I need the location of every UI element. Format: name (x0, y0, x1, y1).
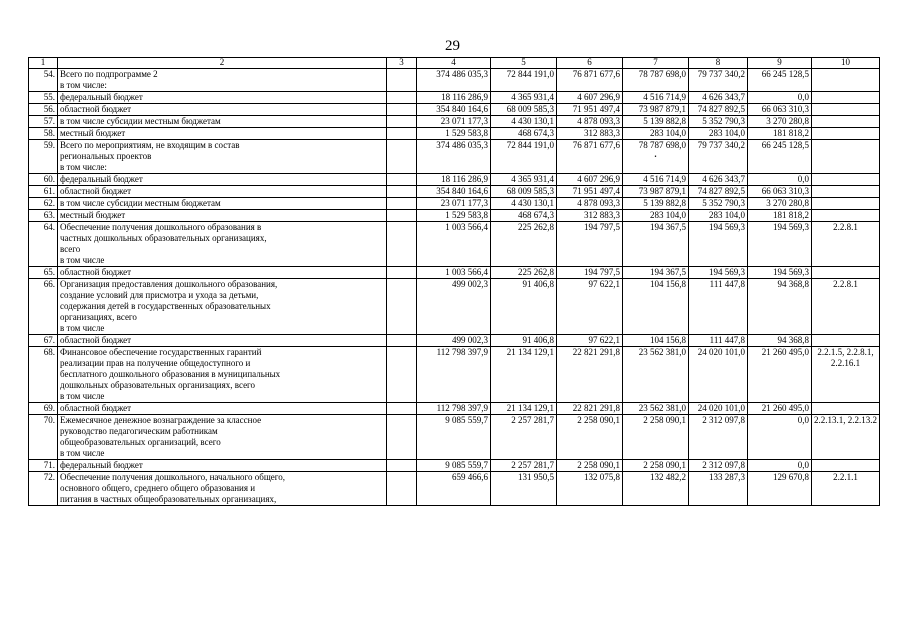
row-value: 112 798 397,9 (417, 403, 491, 415)
row-value: 132 482,2 (623, 472, 689, 506)
row-number: 69. (29, 403, 58, 415)
row-col-3 (387, 186, 417, 198)
row-value: 225 262,8 (491, 267, 557, 279)
row-col-3 (387, 403, 417, 415)
row-name-line: бесплатного дошкольного образования в муниципальных (60, 369, 281, 379)
row-value: 194 569,3 (748, 222, 812, 267)
row-value: 79 737 340,2 (689, 140, 748, 174)
column-number-7: 7 (623, 58, 689, 69)
row-name (58, 198, 387, 210)
row-name-line: областной бюджет (60, 403, 132, 413)
row-value: 5 352 790,3 (689, 198, 748, 210)
row-value: 354 840 164,6 (417, 186, 491, 198)
row-value: 4 626 343,7 (689, 92, 748, 104)
row-value: 499 002,3 (417, 335, 491, 347)
row-value: 66 245 128,5 (748, 69, 812, 92)
row-value: 91 406,8 (491, 335, 557, 347)
row-value: 23 562 381,0 (623, 403, 689, 415)
table-row (29, 186, 880, 198)
page-number: 29 (445, 38, 460, 54)
row-name (58, 403, 387, 415)
row-reference (812, 92, 880, 104)
row-value: 0,0 (748, 174, 812, 186)
row-value: 1 003 566,4 (417, 222, 491, 267)
row-name-line: областной бюджет (60, 267, 132, 277)
row-name-line: местный бюджет (60, 128, 126, 138)
column-number-6: 6 (557, 58, 623, 69)
row-reference (812, 104, 880, 116)
row-number: 71. (29, 460, 58, 472)
row-value: 112 798 397,9 (417, 347, 491, 403)
column-number-5: 5 (491, 58, 557, 69)
row-value: 94 368,8 (748, 279, 812, 335)
row-value: 9 085 559,7 (417, 460, 491, 472)
row-value: 283 104,0 (689, 210, 748, 222)
row-number: 63. (29, 210, 58, 222)
row-name-line: областной бюджет (60, 335, 132, 345)
row-value: 3 270 280,8 (748, 198, 812, 210)
row-reference (812, 460, 880, 472)
row-col-3 (387, 472, 417, 506)
row-col-3 (387, 198, 417, 210)
row-value: 24 020 101,0 (689, 347, 748, 403)
row-name-line: создание условий для присмотра и ухода за детьми, (60, 290, 259, 300)
row-value: 22 821 291,8 (557, 403, 623, 415)
table-row (29, 279, 880, 335)
row-reference (812, 335, 880, 347)
row-reference (812, 403, 880, 415)
row-name-line: местный бюджет (60, 210, 126, 220)
row-number: 57. (29, 116, 58, 128)
budget-table (28, 57, 880, 506)
row-value: 4 430 130,1 (491, 116, 557, 128)
row-value: 1 529 583,8 (417, 128, 491, 140)
table-row (29, 116, 880, 128)
row-value: 181 818,2 (748, 128, 812, 140)
column-number-8: 8 (689, 58, 748, 69)
row-value: 4 365 931,4 (491, 174, 557, 186)
column-number-9: 9 (748, 58, 812, 69)
row-value: 21 134 129,1 (491, 347, 557, 403)
column-number-row (29, 58, 880, 69)
row-name-line: питания в частных общеобразовательных организациях, (60, 494, 277, 504)
row-name (58, 174, 387, 186)
row-value: 79 737 340,2 (689, 69, 748, 92)
row-value: 66 063 310,3 (748, 104, 812, 116)
row-name (58, 279, 387, 335)
table-row (29, 335, 880, 347)
row-value: 2 258 090,1 (623, 460, 689, 472)
row-name-line: Ежемесячное денежное вознаграждение за классное (60, 415, 262, 425)
row-col-3 (387, 174, 417, 186)
row-value: 354 840 164,6 (417, 104, 491, 116)
row-value: 73 987 879,1 (623, 104, 689, 116)
row-value: 4 516 714,9 (623, 92, 689, 104)
row-value: 312 883,3 (557, 128, 623, 140)
table-row (29, 460, 880, 472)
row-name (58, 335, 387, 347)
row-value: 71 951 497,4 (557, 186, 623, 198)
row-col-3 (387, 279, 417, 335)
row-name-line: Обеспечение получения дошкольного образования в (60, 222, 262, 232)
row-number: 58. (29, 128, 58, 140)
row-number: 66. (29, 279, 58, 335)
row-value: 111 447,8 (689, 279, 748, 335)
row-col-3 (387, 415, 417, 460)
row-name (58, 347, 387, 403)
row-col-3 (387, 267, 417, 279)
row-name-line: реализации прав на получение общедоступного и (60, 358, 251, 368)
row-value: 1 529 583,8 (417, 210, 491, 222)
row-value: 374 486 035,3 (417, 140, 491, 174)
row-value: 659 466,6 (417, 472, 491, 506)
row-value: 499 002,3 (417, 279, 491, 335)
row-value: 2 312 097,8 (689, 415, 748, 460)
row-value: 4 626 343,7 (689, 174, 748, 186)
row-number: 61. (29, 186, 58, 198)
row-name-line: в том числе (60, 323, 105, 333)
row-reference-line: 2.2.13.1, 2.2.13.2 (814, 415, 877, 425)
row-value: 194 797,5 (557, 222, 623, 267)
row-col-3 (387, 140, 417, 174)
row-value: 2 257 281,7 (491, 415, 557, 460)
row-value: 194 797,5 (557, 267, 623, 279)
row-number: 55. (29, 92, 58, 104)
row-name (58, 69, 387, 92)
row-col-3 (387, 116, 417, 128)
row-value: 4 365 931,4 (491, 92, 557, 104)
table-body (29, 69, 880, 506)
row-col-3 (387, 104, 417, 116)
row-value: 66 063 310,3 (748, 186, 812, 198)
row-value: 4 607 296,9 (557, 174, 623, 186)
row-value: 18 116 286,9 (417, 174, 491, 186)
row-number: 62. (29, 198, 58, 210)
row-name-line: в том числе (60, 448, 105, 458)
row-reference-line: 2.2.16.1 (830, 358, 861, 368)
row-value: 23 071 177,3 (417, 116, 491, 128)
row-name (58, 186, 387, 198)
row-value: 133 287,3 (689, 472, 748, 506)
column-number-10: 10 (812, 58, 880, 69)
column-number-3: 3 (387, 58, 417, 69)
table-row (29, 128, 880, 140)
row-value: 194 569,3 (689, 222, 748, 267)
row-value: 374 486 035,3 (417, 69, 491, 92)
row-name-line: областной бюджет (60, 104, 132, 114)
column-number-2: 2 (58, 58, 387, 69)
row-reference (812, 222, 880, 267)
row-value: 104 156,8 (623, 335, 689, 347)
row-value: 132 075,8 (557, 472, 623, 506)
table-row (29, 222, 880, 267)
row-name-line: организациях, всего (60, 312, 137, 322)
row-reference (812, 116, 880, 128)
row-name (58, 222, 387, 267)
row-name-line: основного общего, среднего общего образования и (60, 483, 256, 493)
table-row (29, 472, 880, 506)
row-number: 59. (29, 140, 58, 174)
row-reference (812, 140, 880, 174)
row-number: 56. (29, 104, 58, 116)
row-name (58, 210, 387, 222)
row-reference-line: 2.2.8.1 (833, 279, 858, 289)
row-col-3 (387, 128, 417, 140)
row-value: 0,0 (748, 92, 812, 104)
row-name-line: всего (60, 244, 81, 254)
row-value: 194 367,5 (623, 222, 689, 267)
row-value: 66 245 128,5 (748, 140, 812, 174)
row-value: 3 270 280,8 (748, 116, 812, 128)
row-value: 97 622,1 (557, 335, 623, 347)
row-reference (812, 198, 880, 210)
row-value: 194 569,3 (689, 267, 748, 279)
row-value: 468 674,3 (491, 210, 557, 222)
row-value: 131 950,5 (491, 472, 557, 506)
row-name (58, 460, 387, 472)
row-name-line: в том числе субсидии местным бюджетам (60, 116, 221, 126)
row-name (58, 472, 387, 506)
row-value: 194 569,3 (748, 267, 812, 279)
row-number: 67. (29, 335, 58, 347)
row-col-3 (387, 69, 417, 92)
row-value: 4 878 093,3 (557, 116, 623, 128)
row-name-line: Обеспечение получения дошкольного, начального общего, (60, 472, 285, 482)
row-value: 68 009 585,3 (491, 186, 557, 198)
row-value: 71 951 497,4 (557, 104, 623, 116)
table-row (29, 347, 880, 403)
row-value: 74 827 892,5 (689, 104, 748, 116)
row-name (58, 140, 387, 174)
row-name-line: дошкольных образовательных организациях, всего (60, 380, 256, 390)
row-value: 283 104,0 (623, 128, 689, 140)
row-name-line: в том числе субсидии местным бюджетам (60, 198, 221, 208)
row-reference (812, 347, 880, 403)
table-row (29, 92, 880, 104)
row-value: 1 003 566,4 (417, 267, 491, 279)
row-value: 91 406,8 (491, 279, 557, 335)
row-number: 68. (29, 347, 58, 403)
row-name-line: в том числе: (60, 162, 107, 172)
row-name (58, 92, 387, 104)
row-value: 2 258 090,1 (557, 415, 623, 460)
row-number: 72. (29, 472, 58, 506)
table-row (29, 174, 880, 186)
row-name-line: руководство педагогическим работникам (60, 426, 218, 436)
row-value: 283 104,0 (689, 128, 748, 140)
row-value: 78 787 698,0 . (623, 140, 689, 174)
row-name-line: частных дошкольных образовательных организациях, (60, 233, 267, 243)
row-name-line: в том числе (60, 255, 105, 265)
row-value: 312 883,3 (557, 210, 623, 222)
row-value: 76 871 677,6 (557, 69, 623, 92)
row-name-line: Всего по мероприятиям, не входящим в состав (60, 140, 240, 150)
row-name-line: Финансовое обеспечение государственных гарантий (60, 347, 262, 357)
row-value: 2 257 281,7 (491, 460, 557, 472)
row-value: 72 844 191,0 (491, 140, 557, 174)
row-reference (812, 210, 880, 222)
table-row (29, 267, 880, 279)
row-value: 2 258 090,1 (623, 415, 689, 460)
row-name-line: региональных проектов (60, 151, 152, 161)
row-value: 18 116 286,9 (417, 92, 491, 104)
row-value: 111 447,8 (689, 335, 748, 347)
row-value: 9 085 559,7 (417, 415, 491, 460)
row-value: 5 139 882,8 (623, 198, 689, 210)
table-row (29, 140, 880, 174)
row-value: 97 622,1 (557, 279, 623, 335)
row-name-line: общеобразовательных организаций, всего (60, 437, 221, 447)
row-reference (812, 279, 880, 335)
row-name-line: в том числе (60, 391, 105, 401)
row-value: 22 821 291,8 (557, 347, 623, 403)
row-col-3 (387, 460, 417, 472)
row-value: 4 430 130,1 (491, 198, 557, 210)
table-row (29, 104, 880, 116)
row-name-line: федеральный бюджет (60, 460, 143, 470)
row-reference-line: 2.2.1.5, 2.2.8.1, (817, 347, 874, 357)
row-col-3 (387, 335, 417, 347)
row-value: 468 674,3 (491, 128, 557, 140)
row-value: 21 260 495,0 (748, 347, 812, 403)
row-value: 4 516 714,9 (623, 174, 689, 186)
row-name-line: федеральный бюджет (60, 174, 143, 184)
row-value: 181 818,2 (748, 210, 812, 222)
row-number: 60. (29, 174, 58, 186)
row-value: 21 134 129,1 (491, 403, 557, 415)
row-name (58, 104, 387, 116)
row-reference-line: 2.2.8.1 (833, 222, 858, 232)
row-value: 2 258 090,1 (557, 460, 623, 472)
row-value: 283 104,0 (623, 210, 689, 222)
row-reference (812, 69, 880, 92)
table-row (29, 210, 880, 222)
row-value: 21 260 495,0 (748, 403, 812, 415)
row-name-line: Организация предоставления дошкольного образования, (60, 279, 278, 289)
row-value: 94 368,8 (748, 335, 812, 347)
column-number-1: 1 (29, 58, 58, 69)
row-value: 76 871 677,6 (557, 140, 623, 174)
row-value: 23 071 177,3 (417, 198, 491, 210)
row-name-line: областной бюджет (60, 186, 132, 196)
row-value: 74 827 892,5 (689, 186, 748, 198)
row-name-line: содержания детей в государственных образовательных (60, 301, 271, 311)
row-value: 194 367,5 (623, 267, 689, 279)
row-reference (812, 415, 880, 460)
row-value: 225 262,8 (491, 222, 557, 267)
row-value: 5 352 790,3 (689, 116, 748, 128)
table-row (29, 69, 880, 92)
row-reference (812, 128, 880, 140)
table-row (29, 403, 880, 415)
row-number: 64. (29, 222, 58, 267)
row-col-3 (387, 210, 417, 222)
row-number: 54. (29, 69, 58, 92)
row-col-3 (387, 92, 417, 104)
row-name-line: федеральный бюджет (60, 92, 143, 102)
row-value: 73 987 879,1 (623, 186, 689, 198)
row-value: 2 312 097,8 (689, 460, 748, 472)
row-value: 78 787 698,0 (623, 69, 689, 92)
row-reference-line: 2.2.1.1 (833, 472, 858, 482)
row-value: 68 009 585,3 (491, 104, 557, 116)
column-number-4: 4 (417, 58, 491, 69)
row-reference (812, 472, 880, 506)
row-reference (812, 267, 880, 279)
row-reference (812, 186, 880, 198)
row-value: 4 878 093,3 (557, 198, 623, 210)
row-value: 0,0 (748, 415, 812, 460)
row-number: 65. (29, 267, 58, 279)
row-reference (812, 174, 880, 186)
row-name (58, 415, 387, 460)
row-value: 72 844 191,0 (491, 69, 557, 92)
row-value: 129 670,8 (748, 472, 812, 506)
row-value: 0,0 (748, 460, 812, 472)
row-value: 24 020 101,0 (689, 403, 748, 415)
stray-mark: . (654, 149, 657, 159)
row-name (58, 128, 387, 140)
row-value: 104 156,8 (623, 279, 689, 335)
row-name (58, 116, 387, 128)
row-number: 70. (29, 415, 58, 460)
table-row (29, 198, 880, 210)
row-col-3 (387, 347, 417, 403)
row-name-line: Всего по подпрограмме 2 (60, 69, 158, 79)
row-value: 23 562 381,0 (623, 347, 689, 403)
row-name (58, 267, 387, 279)
table-row (29, 415, 880, 460)
row-value: 5 139 882,8 (623, 116, 689, 128)
row-name-line: в том числе: (60, 80, 107, 90)
row-col-3 (387, 222, 417, 267)
row-value: 4 607 296,9 (557, 92, 623, 104)
